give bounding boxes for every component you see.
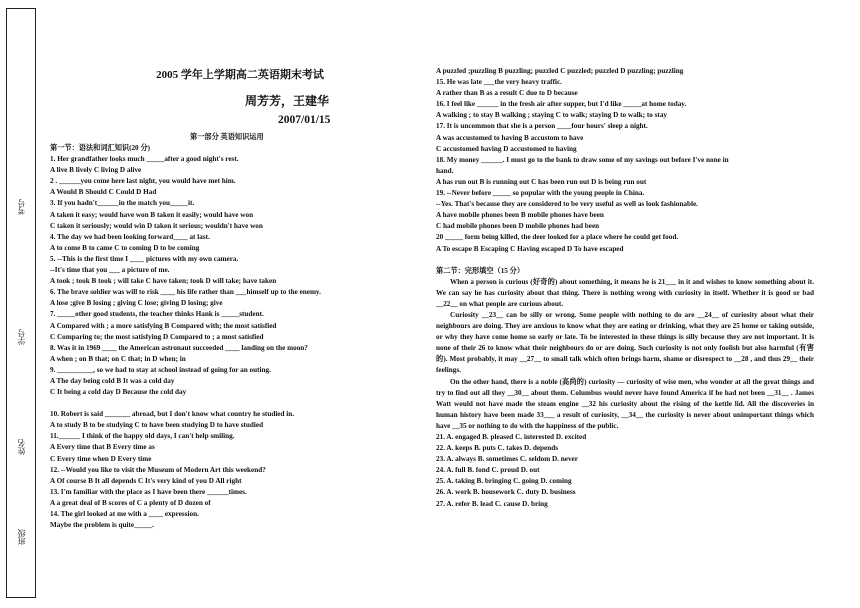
question-line: A when ; on B that; on C that; in D when; in (50, 354, 186, 363)
question-line: C accustomed having D accustomed to having (436, 144, 577, 153)
question-line: A to study B to be studying C to have been studying D to have studied (50, 421, 264, 430)
question-line: Maybe the problem is quite_____. (50, 521, 154, 530)
cloze-heading: 第二节：完形填空（15 分） (436, 266, 525, 275)
question-line: 7. _____other good students, the teacher thinks Hank is _____student. (50, 310, 264, 319)
question-line: A Compared with ; a more satisfying B Compared with; the most satisfied (50, 321, 277, 330)
question-line: A walking ; to stay B walking ; staying C to walk; staying D to walk; to stay (436, 111, 668, 120)
question-line: A to come B to came C to coming D to be coming (50, 243, 200, 252)
exam-authors: 周芳芳，王建华 (245, 94, 330, 108)
question-line: hand. (436, 166, 454, 175)
question-line: 3. If you hadn't______in the match you_____it. (50, 199, 195, 208)
cloze-option-line: 25. A. taking B. bringing C. going D. coming (436, 477, 572, 486)
question-line: A Of course B It all depends C It's very kind of you D All right (50, 476, 242, 485)
question-line: A was accustomed to having B accustom to have (436, 133, 584, 142)
student-number-label: 学号 (17, 329, 26, 345)
question-line: C It being a cold day D Because the cold day (50, 388, 187, 397)
question-line: --Yes. That's because they are considered to be very useful as well as look fashionable. (436, 200, 698, 209)
cloze-paragraph-3: On the other hand, there is a noble (高尚的) curiosity — curiosity of wise men, who wonder at all the great things and try to find out all they __30__ about them. Columbus would never have found America if he had not been __31__ . James Watt would not have made the steam engine __32 his curiosity about the rising of the kettle lid. All the discoveries in human history have been made 33___ a result of curiosity, __34__ the curiosity is never about unimportant things which have __35 or nothing to do with the happiness of the public. (436, 377, 814, 430)
binding-margin (6, 8, 36, 598)
exam-date: 2007/01/15 (278, 114, 331, 126)
question-line: A lose ;give B losing ; giving C lose; giving D losing; give (50, 299, 223, 308)
question-line (50, 398, 425, 409)
question-line: A puzzled ;puzzling B puzzling; puzzled C puzzled; puzzled D puzzling; puzzling (436, 67, 684, 75)
question-line: 1. Her grandfather looks much _____after a good night's rest. (50, 155, 239, 164)
cloze-option-line: 23. A. always B. sometimes C. seldom D. never (436, 455, 578, 464)
question-line: A The day being cold B It was a cold day (50, 376, 175, 385)
cloze-option-line: 24. A. full B. fond C. proud D. out (436, 466, 540, 475)
question-line: --It's time that you ___ a picture of me. (50, 266, 170, 275)
class-label: 班级 (17, 529, 26, 545)
left-column (50, 143, 425, 531)
question-line: A took ; took B took ; will take C have taken; took D will take; have taken (50, 277, 277, 286)
right-column (436, 66, 814, 510)
question-line: 16. I feel like ______ in the fresh air after supper, but I'd like _____at home today. (436, 100, 687, 109)
question-line: 9. __________, so we had to stay at school instead of going for an outing. (50, 365, 271, 374)
cloze-option-line: 27. A. refer B. lead C. cause D. bring (436, 499, 548, 508)
question-line: A has run out B is running out C has been run out D is being run out (436, 177, 647, 186)
question-line: C Comparing to; the most satisfying D Compared to ; a most satisfied (50, 332, 264, 341)
exam-title: 2005 学年上学期高二英语期末考试 (156, 69, 324, 81)
question-line: A live B lively C living D alive (50, 166, 142, 175)
question-line: 20 _____ form being killed, the deer looked for a place where he could get food. (436, 233, 679, 242)
question-line: A Every time that B Every time as (50, 443, 155, 452)
right-column-questions (436, 66, 814, 255)
question-line: 15. He was late ___the very heavy traffic. (436, 78, 562, 87)
question-line: 19. --Never before _____ so popular with the young people in China. (436, 189, 645, 198)
question-line: A a great deal of B scores of C a plenty of D dozen of (50, 498, 211, 507)
question-line: 17. It is uncommon that she is a person ____four hours' sleep a night. (436, 122, 648, 131)
question-line: 第一节：语法和词汇知识(20 分) (50, 144, 151, 152)
question-line: 10. Robert is said _______ abroad, but I don't know what country he studied in. (50, 410, 295, 419)
exam-number-label: 考号 (17, 199, 26, 215)
question-line: 2 . ______you come here last night, you would have met him. (50, 177, 236, 186)
question-line: 14. The girl looked at me with a ____ expression. (50, 510, 199, 518)
cloze-option-line: 22. A. keeps B. puts C. takes D. depends (436, 444, 559, 453)
question-line: A rather than B as a result C due to D because (436, 89, 578, 98)
cloze-paragraph-2: Curiosity __23__ can be silly or wrong. Some people with nothing to do are __24__ of curiosity about what their neighbours are doing. They are anxious to know what they are eating or drinking, what they are 25 home or taking outside, or why they have come home so early or late. To be interested in these things is silly because they are not important. It is none of their 26 to know what their neighbours do or are doing. Such curiosity is not only foolish but also harmful (有害的). Most probably, it may __27__ to small talk which often brings harm, shame or disrespect to __28 , and thus 29__ their feelings. (436, 310, 814, 375)
question-line: 11.______ I think of the happy old days, I can't help smiling. (50, 432, 235, 441)
question-line: C taken it seriously; would win D taken it serious; wouldn't have won (50, 221, 263, 230)
question-line: 13. I'm familiar with the place as I have been there ______times. (50, 487, 247, 496)
question-line: A taken it easy; would have won B taken it easily; would have won (50, 210, 254, 219)
question-line: 12. --Would you like to visit the Museum of Modern Art this weekend? (50, 465, 266, 474)
question-line: A To escape B Escaping C Having escaped D To have escaped (436, 244, 624, 253)
name-label: 姓名 (17, 439, 26, 455)
question-line: 5. --This is the first time I ____ pictures with my own camera. (50, 254, 239, 263)
question-line: A Would B Should C Could D Had (50, 188, 157, 197)
cloze-option-line: 26. A. work B. housework C. duty D. business (436, 488, 576, 497)
cloze-options (436, 432, 814, 510)
question-line: 4. The day we had been looking forward____ at last. (50, 232, 210, 241)
question-line: 8. Was it in 1969 ____ the American astronaut succeeded ____ landing on the moon? (50, 343, 308, 352)
question-line: C had mobile phones been D mobile phones had been (436, 222, 600, 231)
question-line: C Every time when D Every time (50, 454, 152, 463)
part-one-heading: 第一部分 英语知识运用 (190, 133, 264, 141)
question-line: 6. The brave soldier was will to risk ____ his life rather than ___himself up to the enemy. (50, 288, 321, 297)
question-line: A have mobile phones been B mobile phones have been (436, 211, 604, 220)
cloze-option-line: 21. A. engaged B. pleased C. interested D. excited (436, 433, 587, 441)
question-line: 18. My money ______. I must go to the bank to draw some of my savings out before I've none in (436, 155, 729, 164)
cloze-paragraph-1: When a person is curious (好奇的) about something, it means he is 21___ in it and wishes to know something about it. We can say he has curiosity about that thing. There is nothing wrong with curiosity in itself. Whether it is good or bad __22__ on what people are curious about. (436, 277, 814, 308)
